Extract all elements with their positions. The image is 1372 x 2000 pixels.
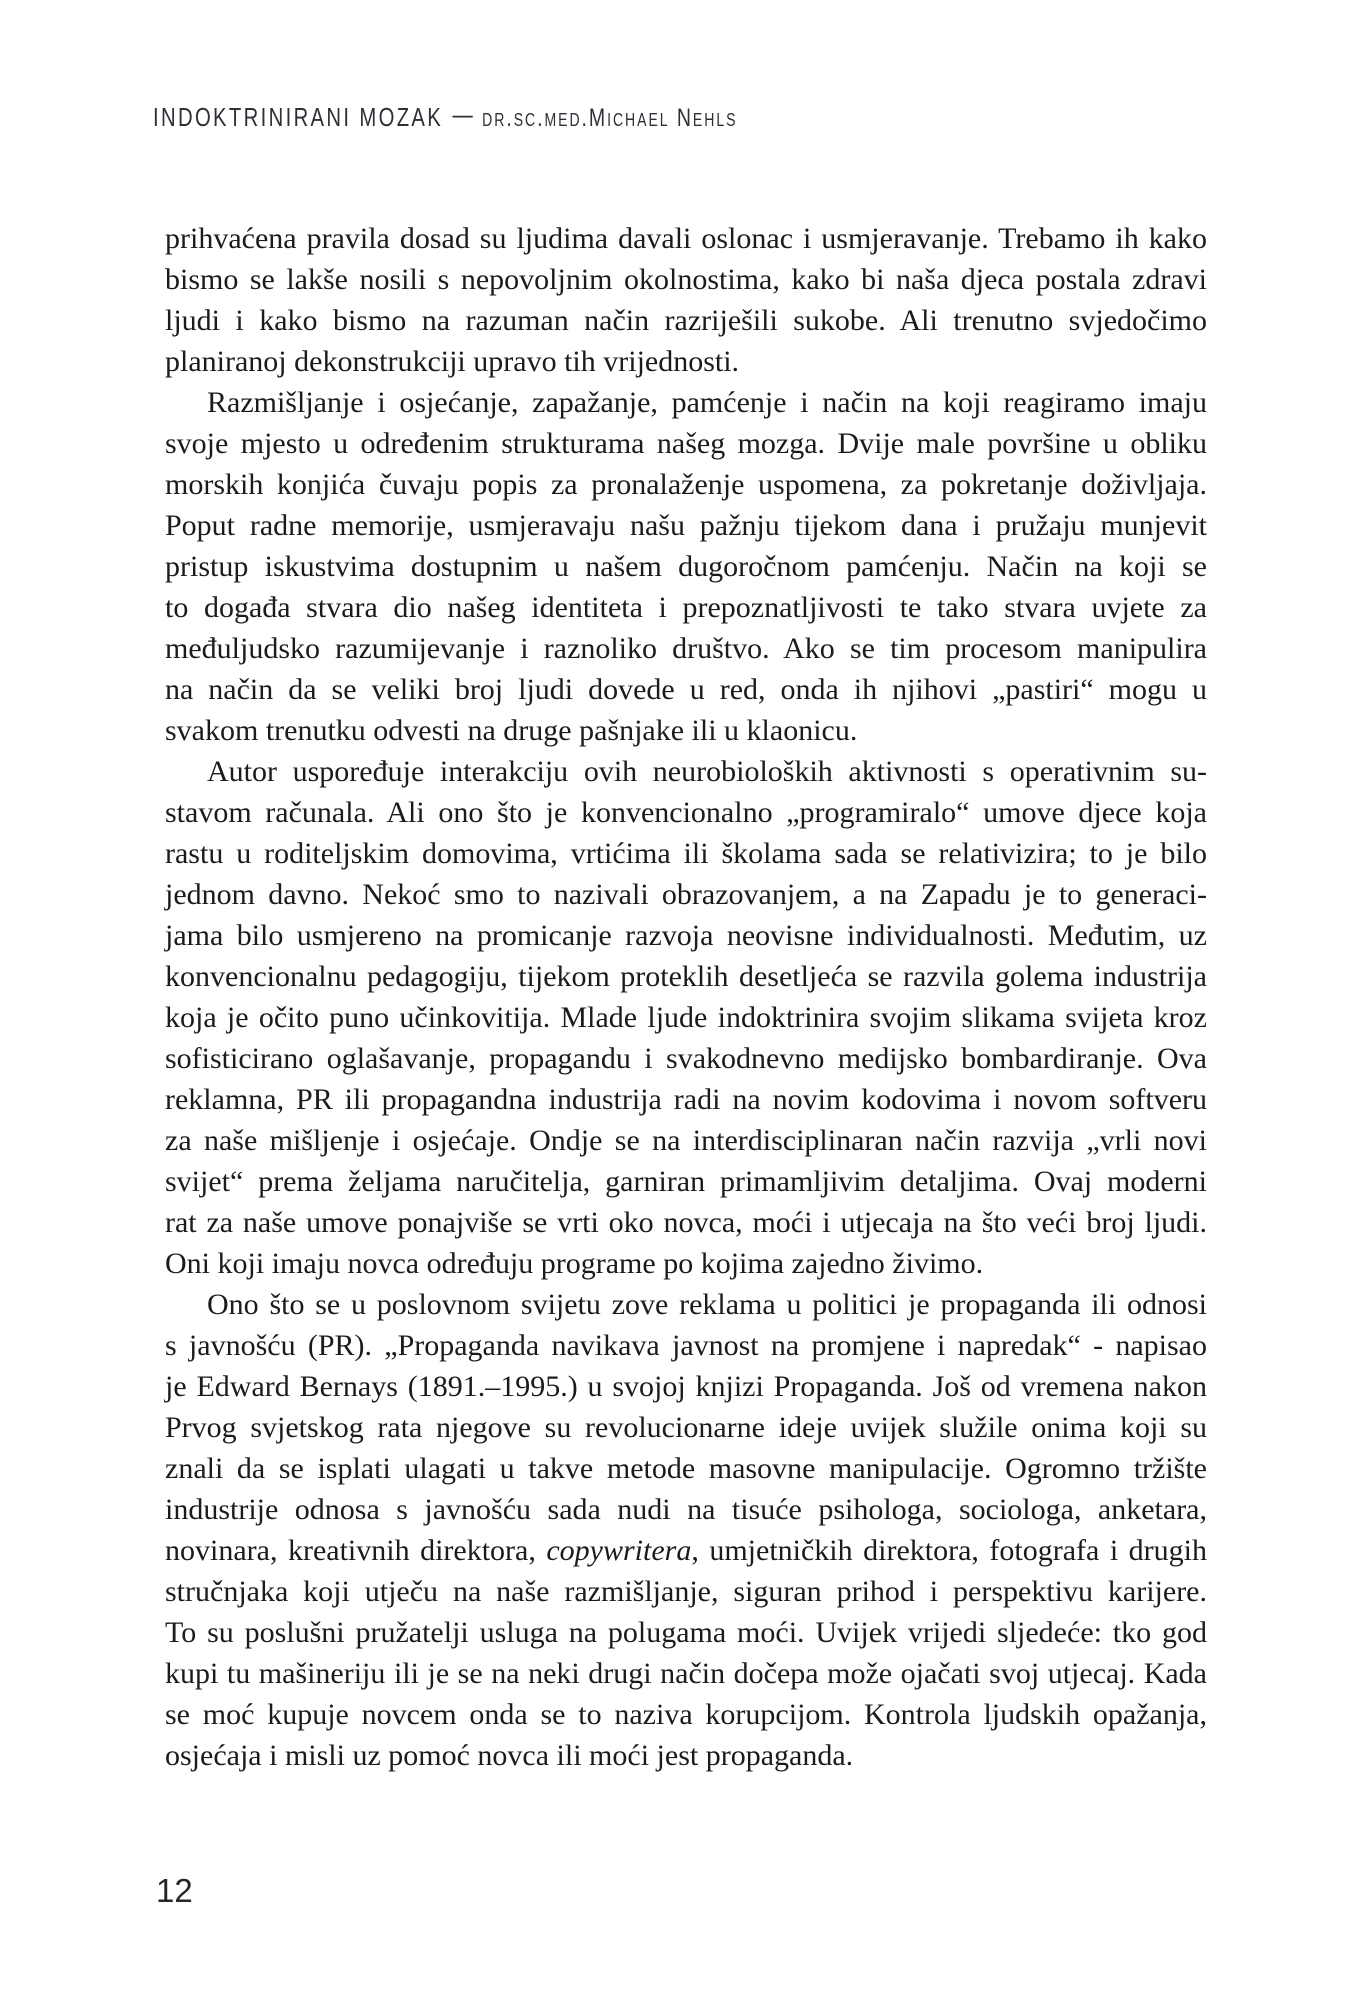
text-line: industrije odnosa s javnošću sada nudi na tisuće psihologa, sociologa, anketara, — [165, 1493, 1207, 1526]
text-line: svijet“ prema željama naručitelja, garniran primamljivim detaljima. Ovaj moderni — [165, 1165, 1207, 1198]
paragraph — [165, 751, 1207, 1284]
text-line: koja je očito puno učinkovitija. Mlade ljude indoktrinira svojim slikama svijeta kroz — [165, 1001, 1207, 1034]
text-line: svakom trenutku odvesti na druge pašnjake ili u klaonicu. — [165, 714, 858, 747]
text-line: međuljudsko razumijevanje i raznoliko društvo. Ako se tim procesom manipulira — [165, 632, 1207, 665]
text-line: na način da se veliki broj ljudi dovede u red, onda ih njihovi „pastiri“ mogu u — [165, 673, 1207, 706]
text-line: rastu u roditeljskim domovima, vrtićima ili školama sada se relativizira; to je bilo — [165, 837, 1207, 870]
text-line: Razmišljanje i osjećanje, zapažanje, pamćenje i način na koji reagiramo imaju — [207, 386, 1207, 419]
text-line: konvencionalnu pedagogiju, tijekom proteklih desetljeća se razvila golema industrija — [165, 960, 1207, 993]
running-head-separator: — — [452, 99, 473, 129]
text-line: stručnjaka koji utječu na naše razmišljanje, siguran prihod i perspektivu karijere. — [165, 1575, 1207, 1608]
text-line: to događa stvara dio našeg identiteta i prepoznatljivosti te tako stvara uvjete za — [165, 591, 1207, 624]
text-line: Poput radne memorije, usmjeravaju našu pažnju tijekom dana i pružaju munjevit — [165, 509, 1207, 542]
text-line: Autor uspoređuje interakciju ovih neurobioloških aktivnosti s operativnim su- — [207, 755, 1207, 788]
body-text — [165, 218, 1207, 1776]
text-line: novinara, kreativnih direktora, copywritera, umjetničkih direktora, fotografa i drugih — [165, 1534, 1207, 1567]
paragraph — [165, 218, 1207, 382]
paragraph — [165, 382, 1207, 751]
text-line: kupi tu mašineriju ili je se na neki drugi način dočepa može ojačati svoj utjecaj. Kada — [165, 1657, 1207, 1690]
text-line: planiranoj dekonstrukciji upravo tih vrijednosti. — [165, 345, 740, 378]
text-line: bismo se lakše nosili s nepovoljnim okolnostima, kako bi naša djeca postala zdravi — [165, 263, 1207, 296]
running-head-book-title: INDOKTRINIRANI MOZAK — [153, 102, 444, 132]
text-line: sofisticirano oglašavanje, propagandu i svakodnevno medijsko bombardiranje. Ova — [165, 1042, 1207, 1075]
text-line: jednom davno. Nekoć smo to nazivali obrazovanjem, a na Zapadu je to generaci- — [165, 878, 1207, 911]
text-line: morskih konjića čuvaju popis za pronalaženje uspomena, za pokretanje doživljaja. — [165, 468, 1207, 501]
text-line: svoje mjesto u određenim strukturama našeg mozga. Dvije male površine u obliku — [165, 427, 1207, 460]
text-line: Prvog svjetskog rata njegove su revolucionarne ideje uvijek služile onima koji su — [165, 1411, 1207, 1444]
text-line: s javnošću (PR). „Propaganda navikava javnost na promjene i napredak“ - napisao — [165, 1329, 1207, 1362]
text-line: Oni koji imaju novca određuju programe po kojima zajedno živimo. — [165, 1247, 984, 1280]
text-line: stavom računala. Ali ono što je konvencionalno „programiralo“ umove djece koja — [165, 796, 1207, 829]
paragraph — [165, 1284, 1207, 1776]
running-head — [153, 99, 738, 133]
text-line: jama bilo usmjereno na promicanje razvoja neovisne individualnosti. Međutim, uz — [165, 919, 1207, 952]
text-line: je Edward Bernays (1891.–1995.) u svojoj knjizi Propaganda. Još od vremena nakon — [165, 1370, 1207, 1403]
text-line: To su poslušni pružatelji usluga na polugama moći. Uvijek vrijedi sljedeće: tko god — [165, 1616, 1207, 1649]
text-line: se moć kupuje novcem onda se to naziva korupcijom. Kontrola ljudskih opažanja, — [165, 1698, 1207, 1731]
text-line: pristup iskustvima dostupnim u našem dugoročnom pamćenju. Način na koji se — [165, 550, 1207, 583]
text-line: znali da se isplati ulagati u takve metode masovne manipulacije. Ogromno tržište — [165, 1452, 1207, 1485]
text-line: za naše mišljenje i osjećaje. Ondje se na interdisciplinaran način razvija „vrli novi — [165, 1124, 1207, 1157]
page-number: 12 — [156, 1872, 193, 1909]
text-line: osjećaja i misli uz pomoć novca ili moći jest propaganda. — [165, 1739, 854, 1772]
text-line: ljudi i kako bismo na razuman način razriješili sukobe. Ali trenutno svjedočimo — [165, 304, 1207, 337]
text-line: rat za naše umove ponajviše se vrti oko novca, moći i utjecaja na što veći broj ljudi. — [165, 1206, 1207, 1239]
text-line: Ono što se u poslovnom svijetu zove reklama u politici je propaganda ili odnosi — [207, 1288, 1207, 1321]
text-line: reklamna, PR ili propagandna industrija radi na novim kodovima i novom softveru — [165, 1083, 1207, 1116]
running-head-author: dr.sc.med.Michael Nehls — [482, 104, 738, 132]
text-line: prihvaćena pravila dosad su ljudima davali oslonac i usmjeravanje. Trebamo ih kako — [165, 222, 1207, 255]
